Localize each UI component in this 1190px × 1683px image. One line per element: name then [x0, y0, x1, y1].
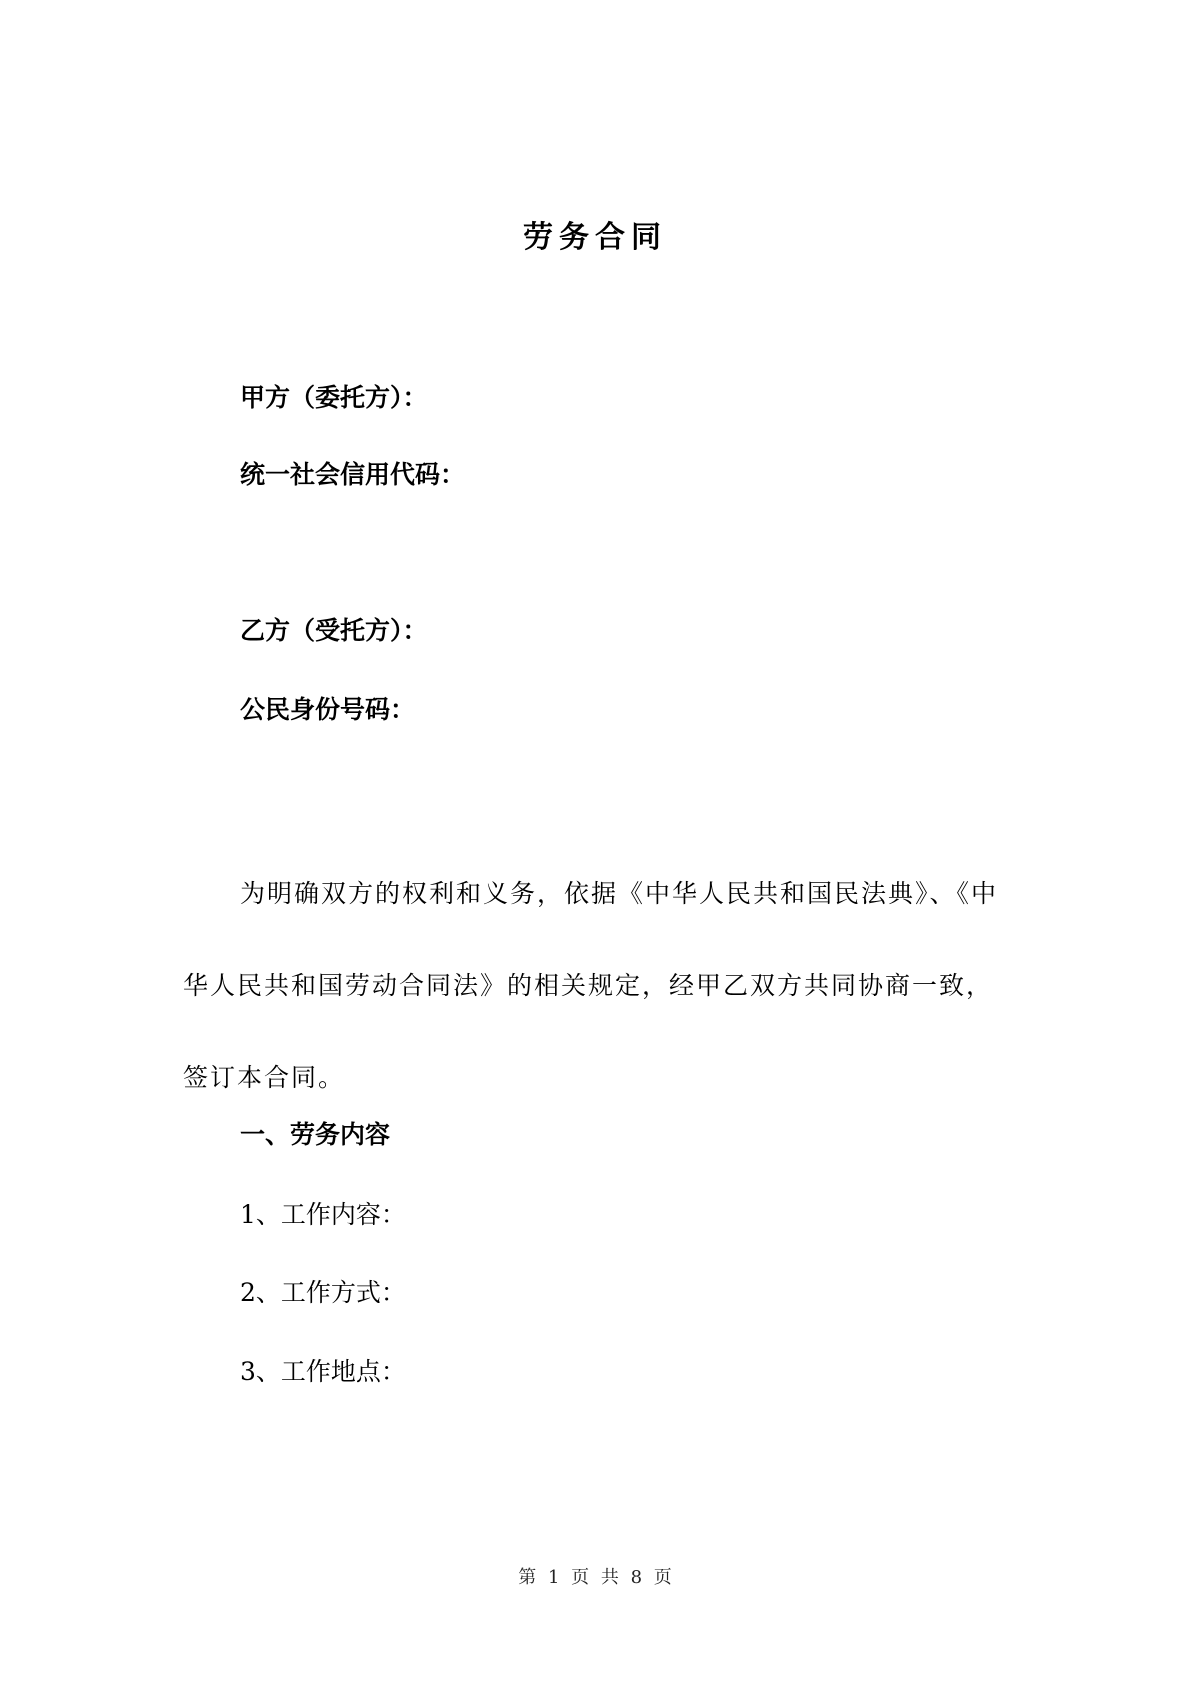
party-b-id-label: 公民身份号码： — [240, 695, 416, 724]
section-heading: 一、劳务内容 — [240, 1120, 391, 1149]
document-title: 劳务合同 — [523, 220, 667, 255]
section-item-work-content: 1、工作内容： — [240, 1200, 406, 1229]
preamble-paragraph: 为明确双方的权利和义务，依据《中华人民共和国民法典》、《中华人民共和国劳动合同法》的相关规定，经甲乙双方共同协商一致，签订本合同。 — [183, 879, 999, 1092]
party-a-credit-code-label: 统一社会信用代码： — [240, 460, 466, 489]
party-b-label: 乙方（受托方）： — [240, 616, 428, 645]
section-item-work-location: 3、工作地点： — [240, 1357, 406, 1386]
section-item-work-method: 2、工作方式： — [240, 1278, 406, 1307]
party-a-label: 甲方（委托方）： — [240, 383, 428, 412]
page-footer: 第 1 页 共 8 页 — [518, 1567, 672, 1588]
